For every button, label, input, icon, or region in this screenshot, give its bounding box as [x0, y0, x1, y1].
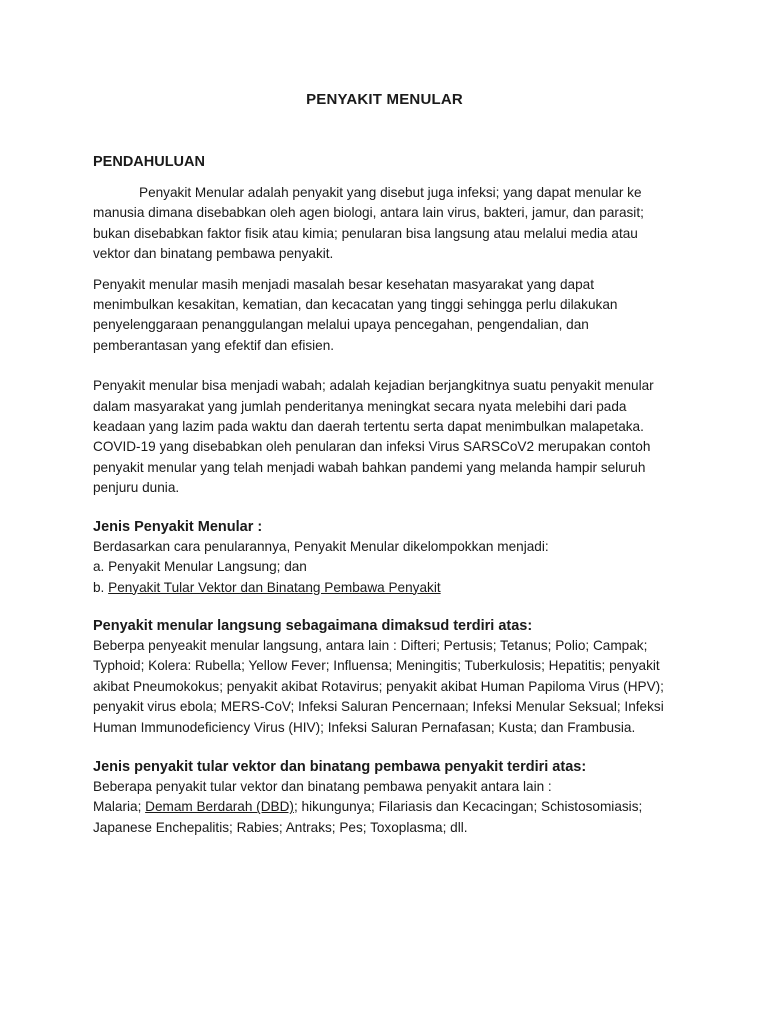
vektor-list-suffix: ; hikungunya; Filariasis dan Kecacingan; Schistosomiasis; Japanese Enchepalitis; Rabies; Antraks; Pes; Toxoplasma; dll.	[93, 799, 643, 835]
vektor-list	[93, 799, 642, 834]
vektor-section	[93, 777, 676, 838]
intro-heading: PENDAHULUAN	[93, 154, 205, 170]
vektor-heading: Jenis penyakit tular vektor dan binatang pembawa penyakit terdiri atas:	[93, 758, 587, 775]
intro-paragraph-1: Penyakit Menular adalah penyakit yang disebut juga infeksi; yang dapat menular ke manusia dimana disebabkan oleh agen biologi, antara lain virus, bakteri, jamur, dan parasit; bukan disebabkan faktor fisik atau kimia; penularan bisa langsung atau melalui media atau vektor dan binatang pembawa penyakit.	[93, 185, 644, 262]
jenis-item-a: a. Penyakit Menular Langsung; dan	[93, 559, 307, 575]
jenis-item-b	[93, 578, 676, 598]
vektor-list-prefix: Malaria;	[93, 799, 146, 815]
jenis-item-b-prefix: b.	[93, 579, 109, 595]
intro-paragraph-2: Penyakit menular masih menjadi masalah besar kesehatan masyarakat yang dapat menimbulkan kesakitan, kematian, dan kecacatan yang tinggi sehingga perlu dilakukan penyelenggaraan penanggulangan melalui upaya pencegahan, pengendalian, dan pemberantasan yang efektif dan efisien.	[93, 276, 618, 353]
langsung-body: Beberpa penyeakit menular langsung, antara lain : Difteri; Pertusis; Tetanus; Polio; Campak; Typhoid; Kolera: Rubella; Yellow Fever; Influensa; Meningitis; Tuberkulosis; Hepatitis; penyakit akibat Pneumokokus; penyakit akibat Rotavirus; penyakit akibat Human Papiloma Virus (HPV); penyakit virus ebola; MERS-CoV; Infeksi Saluran Pencernaan; Infeksi Menular Seksual; Infeksi Human Immunodeficiency Virus (HIV); Infeksi Saluran Pernafasan; Kusta; dan Frambusia.	[93, 637, 664, 735]
jenis-item-b-link[interactable]: Penyakit Tular Vektor dan Binatang Pembawa Penyakit	[108, 579, 441, 595]
vektor-list-link-dbd[interactable]: Demam Berdarah (DBD)	[145, 799, 294, 815]
langsung-heading: Penyakit menular langsung sebagaimana dimaksud terdiri atas:	[93, 617, 533, 634]
vektor-intro: Beberapa penyakit tular vektor dan binatang pembawa penyakit antara lain :	[93, 778, 552, 794]
jenis-intro: Berdasarkan cara penularannya, Penyakit Menular dikelompokkan menjadi:	[93, 538, 549, 554]
jenis-heading: Jenis Penyakit Menular :	[93, 518, 263, 535]
jenis-section	[93, 537, 676, 598]
intro-paragraph-3: Penyakit menular bisa menjadi wabah; adalah kejadian berjangkitnya suatu penyakit menular dalam masyarakat yang jumlah penderitanya meningkat secara nyata melebihi dari pada keadaan yang lazim pada waktu dan daerah tertentu serta dapat menimbulkan malapetaka. COVID-19 yang disebabkan oleh penularan dan infeksi Virus SARSCoV2 merupakan contoh penyakit menular yang telah menjadi wabah bahkan pandemi yang melanda hampir seluruh penjuru dunia.	[93, 378, 654, 496]
document-title: PENYAKIT MENULAR	[306, 91, 463, 108]
